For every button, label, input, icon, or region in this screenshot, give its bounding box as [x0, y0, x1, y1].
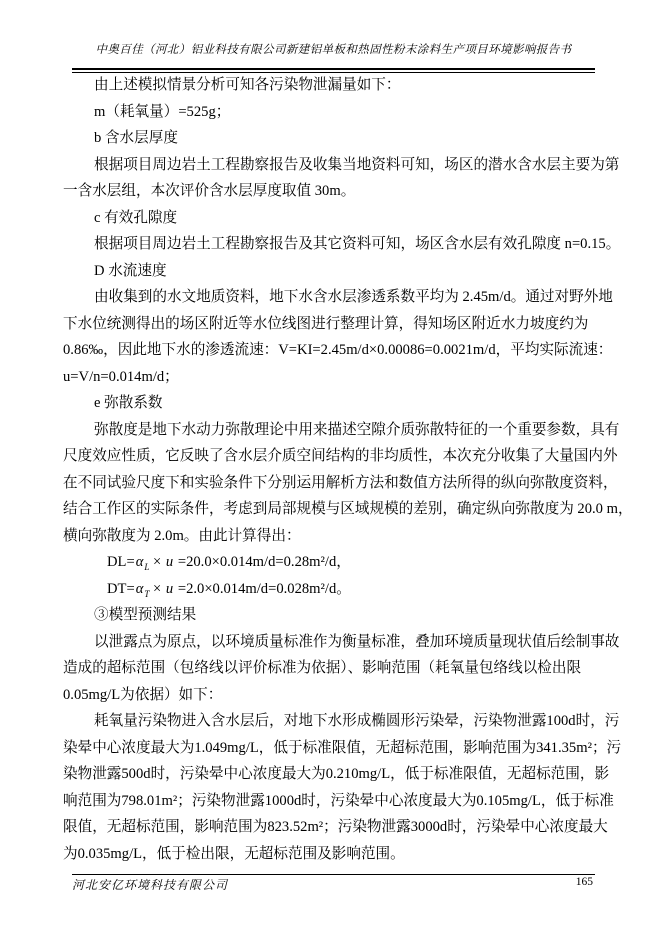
text-line: 为0.035mg/L，低于检出限，无超标范围及影响范围。	[63, 845, 405, 862]
text-line: 染物泄露500d时，污染晕中心浓度最大为0.210mg/L，低于标准限值，无超标范围，影	[63, 766, 610, 782]
text-line: 响范围为798.01m²；污染物泄露1000d时，污染晕中心浓度最大为0.105mg/L，低于标准	[63, 792, 614, 809]
page-number: 165	[575, 876, 593, 888]
document-body	[63, 72, 633, 867]
text-line: u=V/n=0.014m/d；	[63, 368, 179, 385]
text-line: e 弥散系数	[94, 395, 163, 411]
text-line: 横向弥散度为 2.0m。由此计算得出：	[63, 527, 301, 544]
text-line: 结合工作区的实际条件，考虑到局部规模与区域规模的差别，确定纵向弥散度为 20.0 m，	[63, 501, 633, 517]
text-line: 根据项目周边岩土工程勘察报告及收集当地资料可知，场区的潜水含水层主要为第	[94, 156, 620, 173]
text-line: 根据项目周边岩土工程勘察报告及其它资料可知，场区含水层有效孔隙度 n=0.15。	[94, 236, 621, 252]
text-line: c 有效孔隙度	[94, 209, 178, 226]
text-line: 在不同试验尺度下和实验条件下分别运用解析方法和数值方法所得的纵向弥散度资料，	[63, 474, 618, 491]
text-line: 0.05mg/L为依据）如下：	[63, 686, 223, 703]
text-line: 造成的超标范围（包络线以评价标准为依据）、影响范围（耗氧量包络线以检出限	[63, 660, 582, 676]
page-footer	[72, 876, 595, 893]
text-line: b 含水层厚度	[94, 130, 178, 146]
text-line: 染晕中心浓度最大为1.049mg/L，低于标准限值，无超标范围，影响范围为341.35m²；污	[63, 739, 622, 756]
header-title: 中奥百佳（河北）铝业科技有限公司新建铝单板和热固性粉末涂料生产项目环境影响报告书	[95, 44, 572, 56]
text-line: 由上述模拟情景分析可知各污染物泄漏量如下：	[94, 77, 401, 93]
text-line: 弥散度是地下水动力弥散理论中用来描述空隙介质弥散特征的一个重要参数，具有	[94, 421, 620, 438]
text-line: ③模型预测结果	[94, 607, 197, 623]
text-line: 尺度效应性质，它反映了含水层介质空间结构的非均质性，本次充分收集了大量国内外	[63, 448, 618, 464]
text-line: 下水位统测得出的场区附近等水位线图进行整理计算，得知场区附近水力坡度约为	[63, 315, 589, 332]
footer-company: 河北安亿环境科技有限公司	[72, 878, 229, 892]
formula-line: $DT=\alpha_T \times u =2.0\times 0.014m/d=0.028m^2/d$。	[107, 580, 351, 599]
footer-rule	[72, 874, 595, 875]
text-line: 0.86‰，因此地下水的渗透流速：V=KI=2.45m/d×0.00086=0.0021m/d，平均实际流速：	[63, 342, 613, 358]
formula-line: $DL=\alpha_L \times u =20.0\times 0.014m/d=0.28m^2/d$，	[107, 554, 351, 572]
text-line: 限值，无超标范围，影响范围为823.52m²；污染物泄露3000d时，污染晕中心浓度最大	[63, 819, 608, 835]
text-line: 由收集到的水文地质资料，地下水含水层渗透系数平均为 2.45m/d。通过对野外地	[94, 289, 613, 305]
text-line: 以泄露点为原点，以环境质量标准作为衡量标准，叠加环境质量现状值后绘制事故	[94, 633, 620, 650]
text-line: 耗氧量污染物进入含水层后，对地下水形成椭圆形污染晕，污染物泄露100d时，污	[94, 713, 620, 729]
text-line: 一含水层组，本次评价含水层厚度取值 30m。	[63, 183, 356, 199]
text-line: m（耗氧量）=525g；	[94, 103, 231, 120]
text-line: D 水流速度	[94, 262, 167, 279]
